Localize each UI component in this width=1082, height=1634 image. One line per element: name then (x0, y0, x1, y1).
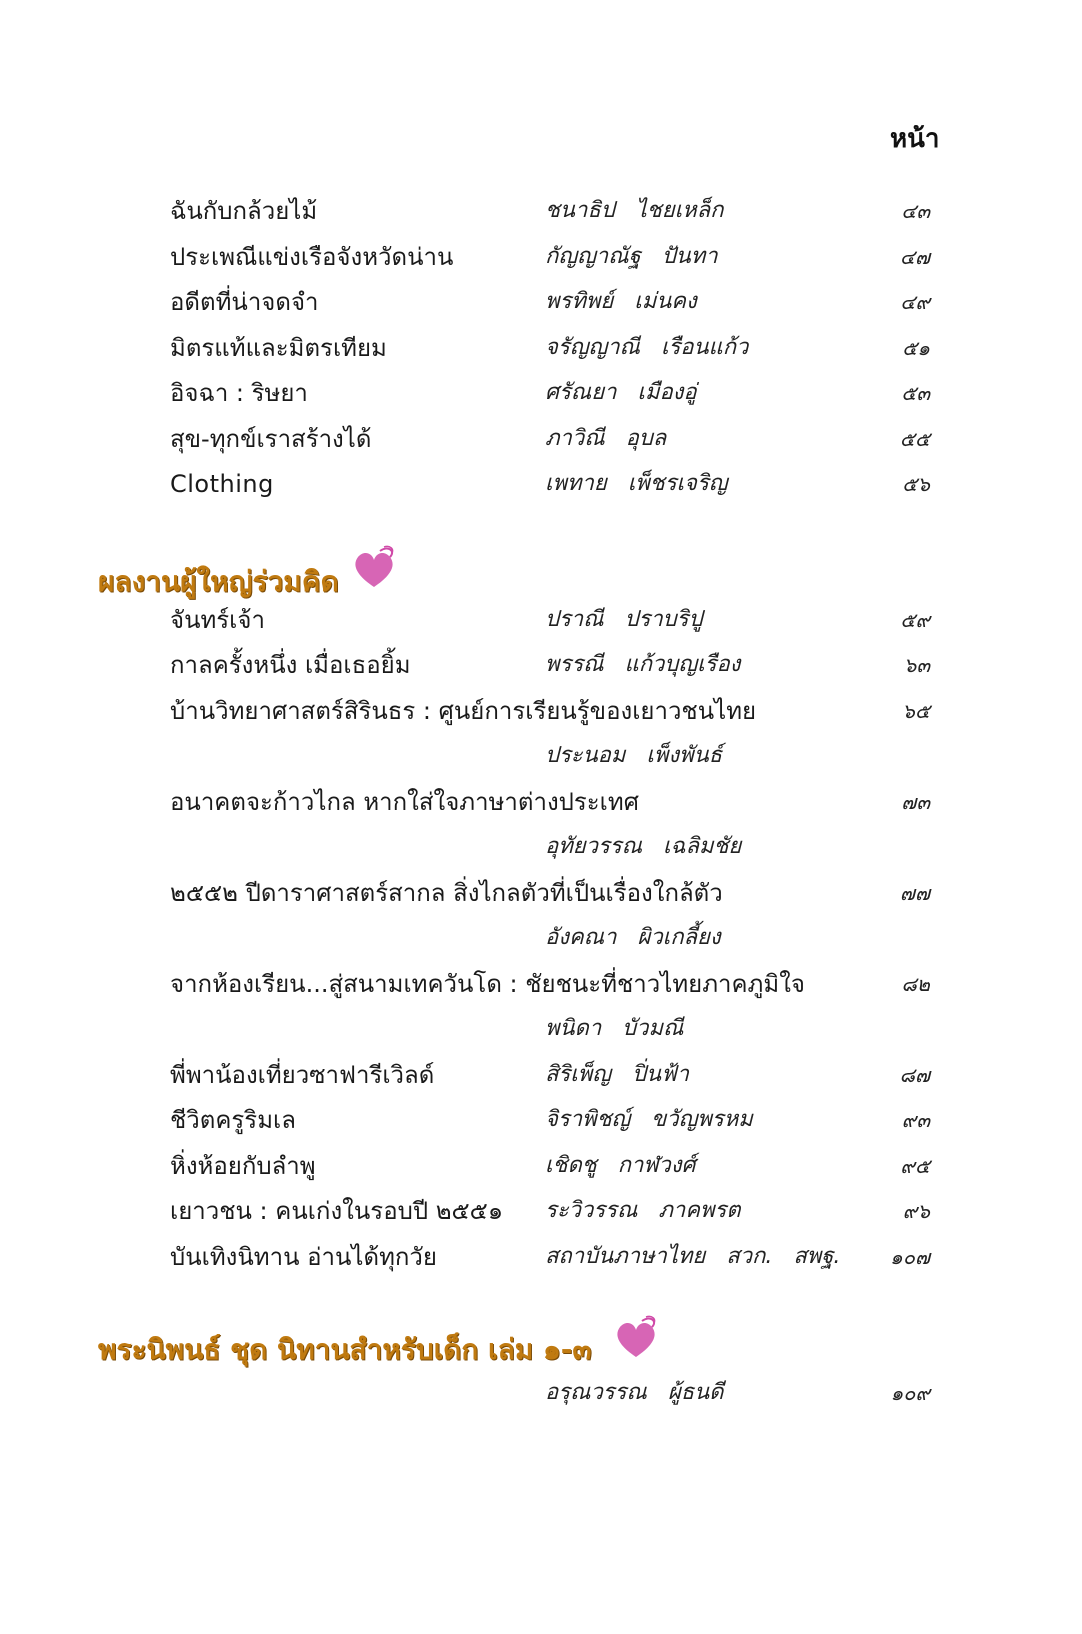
entry-title: อิจฉา : ริษยา (170, 379, 308, 407)
entry-page: ๕๑ (902, 336, 930, 360)
entry-title: จากห้องเรียน...สู่สนามเทควันโด : ชัยชนะที่ชาวไทยภาคภูมิใจ (170, 970, 805, 998)
entry-page: ๘๒ (901, 972, 930, 996)
toc-entry (0, 234, 1082, 280)
entry-author: จิราพิชญ์ ขวัญพรหม (545, 1107, 753, 1132)
entry-author: ชนาธิป ไชยเหล็ก (545, 198, 724, 223)
entry-author: ประนอม เพ็งพันธ์ (545, 743, 723, 768)
entry-title: อดีตที่น่าจดจำ (170, 288, 319, 316)
toc-entry (0, 416, 1082, 462)
entry-author: ปราณี ปราบริปู (545, 607, 703, 632)
toc-entry (0, 1143, 1082, 1189)
entry-page: ๖๓ (903, 653, 930, 677)
entry-title: อนาคตจะก้าวไกล หากใส่ใจภาษาต่างประเทศ (170, 788, 639, 816)
page-label: หน้า (890, 124, 940, 154)
entry-title: จันทร์เจ้า (170, 606, 265, 634)
toc-entry (0, 461, 1082, 507)
toc-entry (0, 370, 1082, 416)
toc-entry (0, 961, 1082, 1007)
entry-author: กัญญาณัฐ ปันทา (545, 244, 718, 269)
entry-author: พรรณี แก้วบุญเรือง (545, 652, 741, 677)
entry-author: อังคณา ผิวเกลี้ยง (545, 925, 721, 950)
entry-page: ๗๓ (901, 790, 930, 814)
entry-page: ๙๕ (900, 1154, 930, 1178)
entry-title: สุข-ทุกข์เราสร้างได้ (170, 425, 372, 453)
entry-page: ๕๖ (902, 472, 930, 496)
toc-entry (0, 279, 1082, 325)
toc-entry (0, 1188, 1082, 1234)
entry-author: ระวิวรรณ ภาคพรต (545, 1198, 741, 1223)
entry-title: Clothing (170, 470, 274, 498)
entry-page: ๖๕ (902, 699, 930, 723)
entry-author: เพทาย เพ็ชรเจริญ (545, 471, 728, 496)
entry-author: สถาบันภาษาไทย สวก. สพฐ. (545, 1244, 841, 1269)
entry-title: มิตรแท้และมิตรเทียม (170, 334, 387, 362)
entry-page: ๔๓ (901, 199, 930, 223)
entry-page: ๗๗ (899, 881, 930, 905)
toc-entry (0, 688, 1082, 734)
entry-title: กาลครั้งหนึ่ง เมื่อเธอยิ้ม (170, 651, 411, 679)
entry-title: พี่พาน้องเที่ยวซาฟารีเวิลด์ (170, 1061, 435, 1089)
toc-entry (0, 1097, 1082, 1143)
heart-icon (350, 545, 398, 591)
toc-entry (0, 325, 1082, 371)
entry-author: ศรัณยา เมืองอู่ (545, 380, 697, 405)
entry-title: หิ่งห้อยกับลำพู (170, 1152, 316, 1180)
entry-title: บันเทิงนิทาน อ่านได้ทุกวัย (170, 1243, 437, 1271)
entry-page: ๕๙ (900, 608, 930, 632)
entry-page: ๑๐๗ (890, 1245, 930, 1269)
entry-page: ๙๖ (902, 1199, 930, 1223)
entry-title: ๒๕๕๒ ปีดาราศาสตร์สากล สิ่งไกลตัวที่เป็นเรื่องใกล้ตัว (170, 879, 723, 907)
entry-author: ภาวิณี อุบล (545, 426, 667, 451)
toc-entry (0, 1234, 1082, 1280)
toc-entry (0, 597, 1082, 643)
entry-author: พรทิพย์ เม่นคง (545, 289, 697, 314)
entry-title: ชีวิตครูริมเล (170, 1106, 296, 1134)
entry-page: ๕๓ (901, 381, 930, 405)
entry-author: พนิดา บัวมณี (545, 1016, 684, 1041)
entry-page: ๔๙ (900, 290, 930, 314)
entry-page: ๔๗ (899, 245, 930, 269)
entry-author: เชิดชู กาฬวงศ์ (545, 1153, 696, 1178)
entry-author: อุทัยวรรณ เฉลิมชัย (545, 834, 742, 859)
entry-author: อรุณวรรณ ผู้ธนดี (545, 1380, 724, 1405)
entry-title: ประเพณีแข่งเรือจังหวัดน่าน (170, 243, 454, 271)
entry-author: สิริเพ็ญ ปิ่นฟ้า (545, 1062, 689, 1087)
entry-title: ฉันกับกล้วยไม้ (170, 197, 318, 225)
entry-title: เยาวชน : คนเก่งในรอบปี ๒๕๕๑ (170, 1197, 504, 1225)
entry-title: บ้านวิทยาศาสตร์สิรินธร : ศูนย์การเรียนรู้ของเยาวชนไทย (170, 697, 757, 725)
entry-page: ๕๕ (899, 427, 930, 451)
toc-entry (0, 642, 1082, 688)
entry-page: ๘๗ (899, 1063, 930, 1087)
entry-page: ๙๓ (901, 1108, 930, 1132)
entry-author: จรัญญาณี เรือนแก้ว (545, 335, 749, 360)
toc-entry (0, 1370, 1082, 1416)
toc-entry (0, 870, 1082, 916)
section-heading: พระนิพนธ์ ชุด นิทานสำหรับเด็ก เล่ม ๑-๓ (98, 1333, 592, 1366)
section-heading: ผลงานผู้ใหญ่ร่วมคิด (98, 565, 339, 598)
entry-page: ๑๐๙ (890, 1381, 930, 1405)
toc-entry (0, 779, 1082, 825)
toc-entry (0, 1052, 1082, 1098)
heart-icon (612, 1315, 660, 1361)
toc-entry (0, 188, 1082, 234)
